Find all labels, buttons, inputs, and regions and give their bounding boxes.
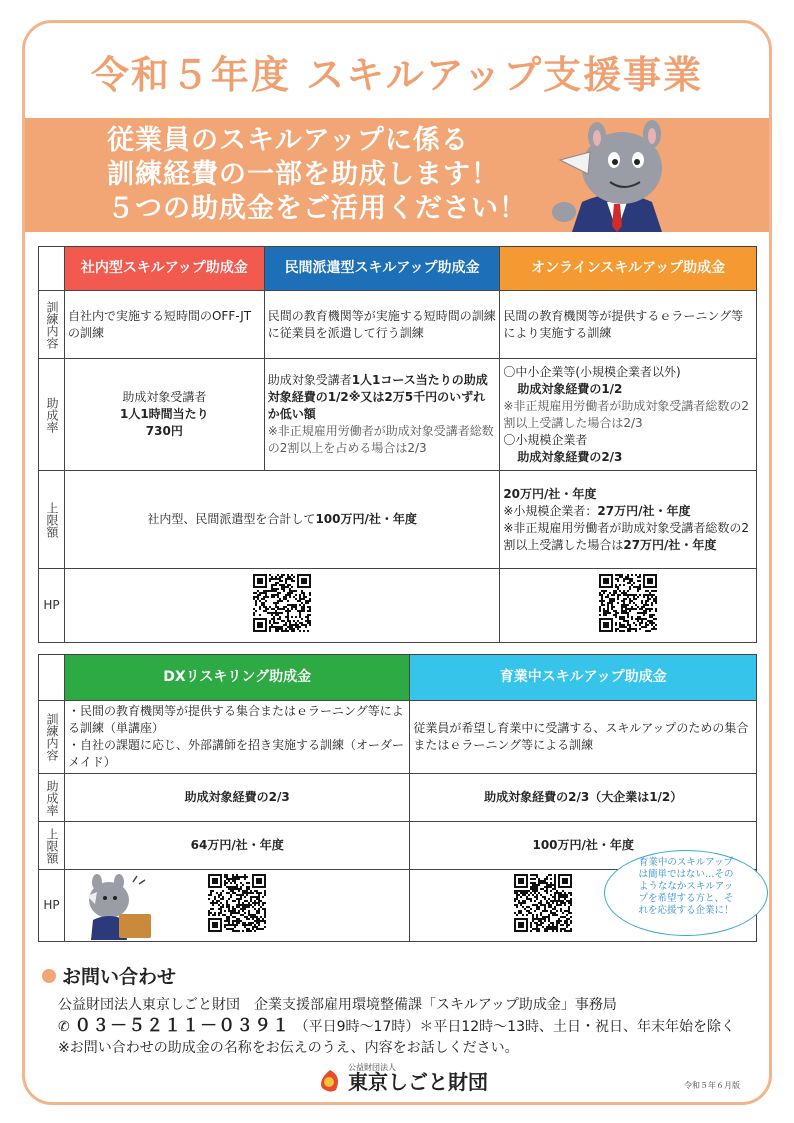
- limit-ikugyo: 100万円/社・年度: [410, 822, 757, 870]
- phone-hours: （平日9時～17時）＊平日12時～13時、土日・祝日、年末年始を除く: [294, 1019, 735, 1035]
- rate-shanai-line3: 730円: [145, 424, 183, 438]
- rate-online-l2: 助成対象経費の1/2: [517, 381, 623, 396]
- contact-section: [42, 962, 762, 1059]
- limit-online-l2-pre: ※小規模企業者：: [503, 503, 598, 518]
- rate-online-l5: 助成対象経費の2/3: [517, 449, 623, 464]
- banner-text: [107, 124, 527, 226]
- naiyo-minkan: 民間の教育機関等が実施する短時間の訓練に従業員を派遣して行う訓練: [264, 291, 500, 359]
- logo-mark-icon: [316, 1068, 344, 1094]
- limit-merged: [64, 471, 499, 569]
- contact-title: [42, 962, 762, 989]
- rate-minkan: [264, 359, 500, 471]
- logo-name: 東京しごと財団: [348, 1070, 488, 1094]
- rate-minkan-a: 助成対象受講者: [267, 373, 352, 387]
- rate-shanai: [64, 359, 264, 471]
- corner-cell: [39, 247, 65, 291]
- title-area: [27, 24, 767, 119]
- rhino-mascot-icon: [552, 116, 682, 232]
- rate-online-l4: 〇小規模企業者: [503, 432, 588, 447]
- qr-code-icon[interactable]: [514, 874, 572, 932]
- contact-title-text: お問い合わせ: [62, 966, 177, 988]
- row-label-limit: 上限額: [39, 471, 65, 569]
- qr-code-icon[interactable]: [253, 574, 311, 632]
- page-title: 令和５年度 スキルアップ支援事業: [90, 53, 704, 97]
- contact-phone-line: [58, 1016, 762, 1038]
- limit-online-l2-bold: 27万円/社・年度: [597, 503, 691, 518]
- speech-bubble: 育業中のスキルアップは簡単ではない…そのようななかスキルアップを希望する方と、それを応援する企業に！: [604, 850, 768, 936]
- naiyo-ikugyo: 従業員が希望し育業中に受講する、スキルアップのための集合またはｅラーニング等による訓練: [410, 701, 757, 774]
- qr-code-icon[interactable]: [599, 574, 657, 632]
- header-dx: DXリスキリング助成金: [64, 655, 409, 701]
- row-label-limit-2: 上限額: [39, 822, 65, 870]
- phone-number[interactable]: ０３－５２１１－０３９１: [74, 1016, 291, 1036]
- rate-online-l3: ※非正規雇用労働者が助成対象受講者総数の2割以上受講した場合は2/3: [503, 398, 750, 430]
- logo-small-text: 公益財団法人: [348, 1063, 396, 1072]
- row-label-rate: 助成率: [39, 359, 65, 471]
- limit-merged-pre: 社内型、民間派遣型を合計して: [147, 512, 316, 526]
- rate-online: [500, 359, 757, 471]
- row-label-rate-2: 助成率: [39, 774, 65, 822]
- contact-body: [42, 995, 762, 1059]
- phone-icon: ✆: [58, 1019, 70, 1035]
- header-online: オンラインスキルアップ助成金: [500, 247, 757, 291]
- version-label: 令和５年６月版: [684, 1081, 740, 1090]
- header-minkan: 民間派遣型スキルアップ助成金: [264, 247, 500, 291]
- row-label-hp: HP: [39, 569, 65, 643]
- org-logo: [316, 1063, 488, 1095]
- naiyo-dx-2: ・自社の課題に応じ、外部講師を招き実施する訓練（オーダーメイド）: [67, 738, 404, 769]
- limit-online-l1: 20万円/社・年度: [503, 486, 597, 501]
- header-ikugyo: 育業中スキルアップ助成金: [410, 655, 757, 701]
- banner-line-1: 従業員のスキルアップに係る: [107, 125, 469, 156]
- hp-online: [500, 569, 757, 643]
- row-label-naiyo: 訓練内容: [39, 291, 65, 359]
- naiyo-shanai: 自社内で実施する短時間のOFF-JTの訓練: [64, 291, 264, 359]
- rate-dx: 助成対象経費の2/3: [64, 774, 409, 822]
- limit-online-l3-bold: 27万円/社・年度: [623, 537, 717, 552]
- limit-online: [500, 471, 757, 569]
- rate-minkan-note: ※非正規雇用労働者が助成対象受講者総数の2割以上を占める場合は2/3: [267, 424, 494, 455]
- banner-line-2: 訓練経費の一部を助成します！: [107, 159, 499, 190]
- hp-shanai-minkan: [64, 569, 499, 643]
- naiyo-dx-1: ・民間の教育機関等が提供する集合またはｅラーニング等による訓練（単講座）: [67, 704, 404, 735]
- rate-shanai-line2: 1人1時間当たり: [119, 407, 209, 421]
- contact-org: 公益財団法人東京しごと財団 企業支援部雇用環境整備課「スキルアップ助成金」事務局: [58, 997, 617, 1013]
- rhino-laptop-icon: [83, 872, 159, 940]
- rate-ikugyo: 助成対象経費の2/3（大企業は1/2）: [410, 774, 757, 822]
- hp-dx: [64, 870, 409, 942]
- limit-dx: 64万円/社・年度: [64, 822, 409, 870]
- naiyo-dx: [64, 701, 409, 774]
- qr-code-icon[interactable]: [208, 874, 266, 932]
- limit-merged-bold: 100万円/社・年度: [315, 512, 417, 526]
- header-shanai: 社内型スキルアップ助成金: [64, 247, 264, 291]
- rate-shanai-line1: 助成対象受講者: [122, 390, 207, 404]
- table-subsidies-1: [38, 246, 757, 643]
- contact-note: ※お問い合わせの助成金の名称をお伝えのうえ、内容をお話しください。: [58, 1040, 519, 1056]
- row-label-naiyo-2: 訓練内容: [39, 701, 65, 774]
- naiyo-online: 民間の教育機関等が提供するｅラーニング等により実施する訓練: [500, 291, 757, 359]
- rate-online-l1: 〇中小企業等(小規模企業者以外): [503, 364, 681, 379]
- corner-cell: [39, 655, 65, 701]
- bullet-dot-icon: [42, 969, 56, 983]
- banner-line-3: ５つの助成金をご活用ください！: [107, 193, 527, 224]
- rate-minkan-b: 1人1コース当たりの助成対象経費の1/2※又は2万5千円のいずれか低い額: [267, 373, 488, 421]
- limit-online-l3-pre: ※非正規雇用労働者が助成対象受講者総数の2割以上受講した場合は: [503, 520, 750, 552]
- row-label-hp-2: HP: [39, 870, 65, 942]
